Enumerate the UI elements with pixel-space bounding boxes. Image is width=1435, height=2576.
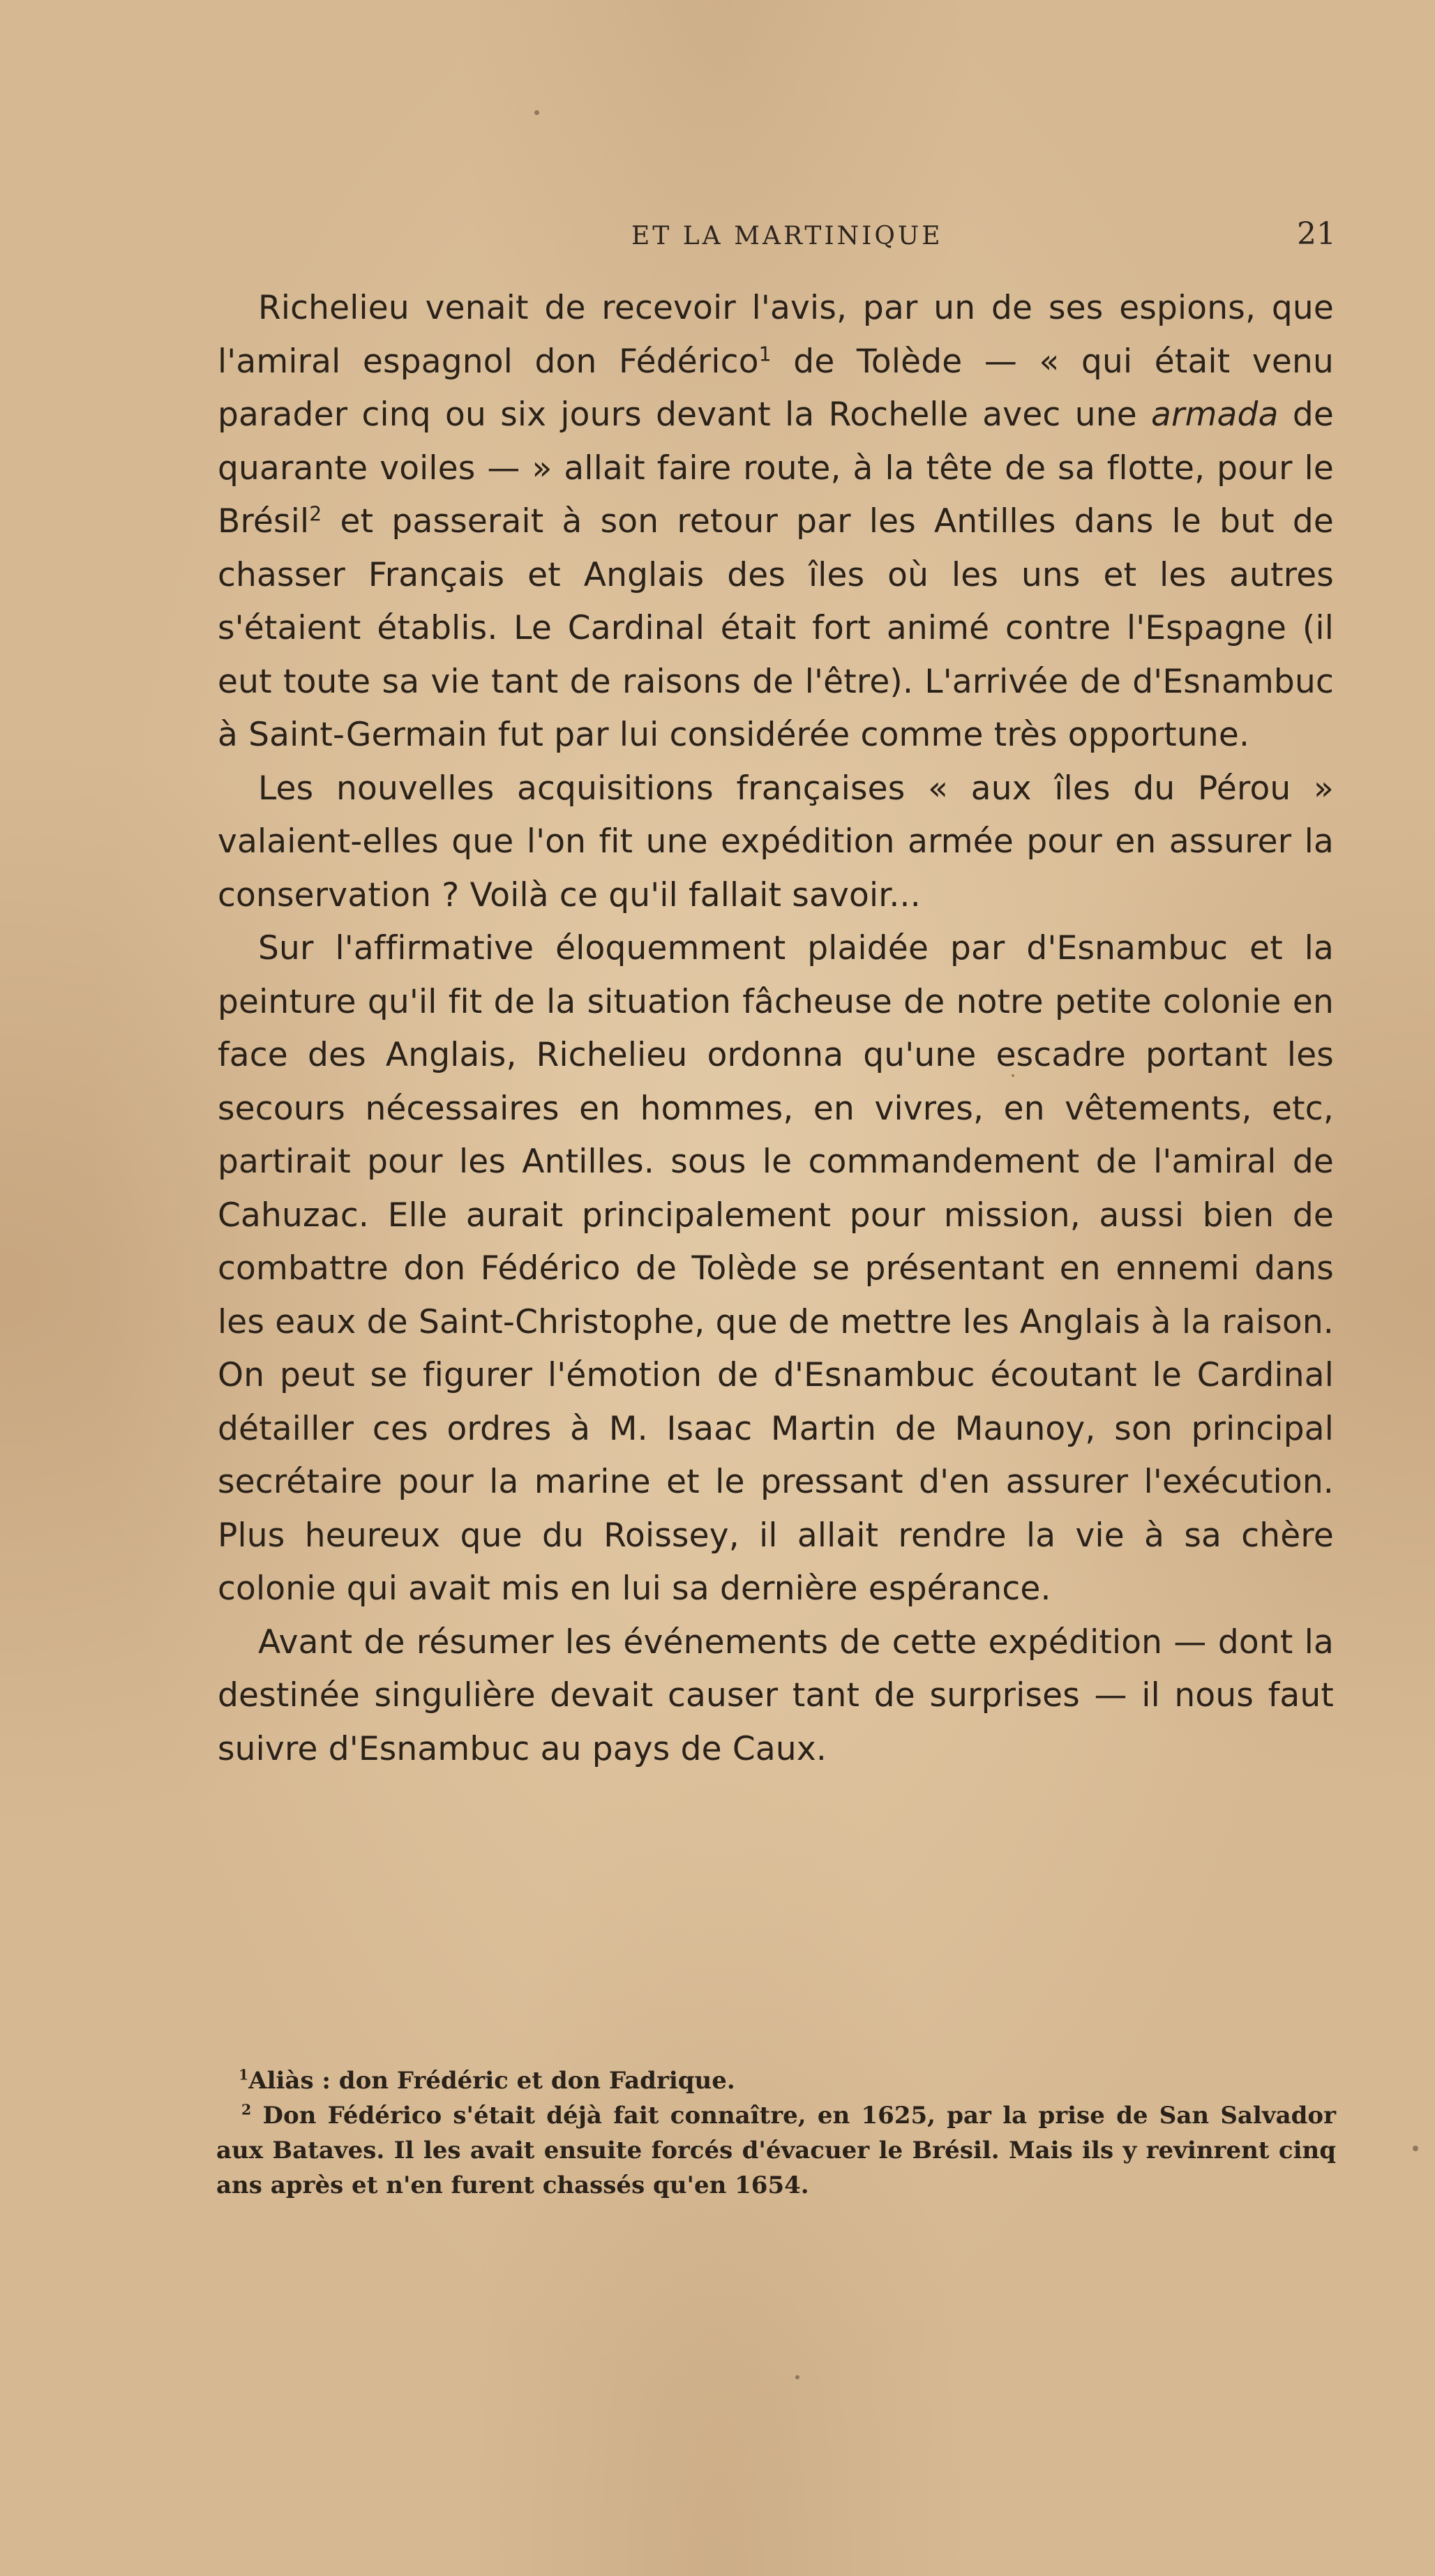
paragraph-1-part-4: et passerait à son retour par les Antilles dans le but de chasser Français et Anglais des îles où les uns et les autres s'étaient établis. Le Cardinal était fort animé contre l'Espagne (il eut toute sa vie tant de raisons de l'être). L'arrivée de d'Esnambuc à Saint-Germain fut par lui considérée comme très opportune.	[218, 502, 1334, 754]
page-number: 21	[1297, 216, 1336, 252]
footnote-2-marker: 2	[241, 2101, 252, 2118]
footnote-1-text: Aliàs : don Frédéric et don Fadrique.	[248, 2067, 735, 2095]
paragraph-1	[218, 282, 1334, 762]
paragraph-4: Avant de résumer les événements de cette expédition — dont la destinée singulière devait causer tant de surprises — il nous faut suivre d'Esnambuc au pays de Caux.	[218, 1622, 1334, 1768]
italic-armada: armada	[1151, 396, 1279, 434]
footnote-ref-1: 1	[758, 342, 772, 366]
paragraph-1-part-1: Richelieu venait de recevoir l'avis, par un de ses espions, que l'amiral espagnol don Fédérico	[218, 289, 1334, 381]
paragraph-2: Les nouvelles acquisitions françaises « aux îles du Pérou » valaient-elles que l'on fit une expédition armée pour en assurer la conservation ? Voilà ce qu'il fallait savoir...	[218, 769, 1334, 914]
footnote-2-text: Don Fédérico s'était déjà fait connaître, en 1625, par la prise de San Salvador aux Bataves. Il les avait ensuite forcés d'évacuer le Brésil. Mais ils y revinrent cinq ans après et n'en furent chassés qu'en 1654.	[216, 2102, 1336, 2199]
footnote-ref-2: 2	[309, 502, 322, 526]
footnote-2	[216, 2098, 1336, 2203]
paper-speck	[1413, 2146, 1418, 2151]
running-title: ET LA MARTINIQUE	[631, 222, 943, 250]
paper-speck	[795, 2375, 799, 2379]
footnote-1-marker: 1	[239, 2066, 249, 2084]
paragraph-1-part-2: de Tolède — « qui était venu parader cinq ou six jours devant la Rochelle avec une	[218, 342, 1334, 434]
footnote-1	[216, 2063, 1336, 2098]
footnotes	[216, 2063, 1336, 2203]
body-text	[218, 282, 1334, 1776]
paragraph-3: Sur l'affirmative éloquemment plaidée par d'Esnambuc et la peinture qu'il fit de la situation fâcheuse de notre petite colonie en face des Anglais, Richelieu ordonna qu'une escadre portant les secours nécessaires en hommes, en vivres, en vêtements, etc, partirait pour les Antilles. sous le commandement de l'amiral de Cahuzac. Elle aurait principalement pour mission, aussi bien de combattre don Fédérico de Tolède se présentant en ennemi dans les eaux de Saint-Christophe, que de mettre les Anglais à la raison. On peut se figurer l'émotion de d'Esnambuc écoutant le Cardinal détailler ces ordres à M. Isaac Martin de Maunoy, son principal secrétaire pour la marine et le pressant d'en assurer l'exécution. Plus heureux que du Roissey, il allait rendre la vie à sa chère colonie qui avait mis en lui sa dernière espérance.	[218, 929, 1334, 1608]
paper-speck	[1012, 1074, 1014, 1077]
paper-speck	[534, 110, 539, 115]
page-header	[216, 216, 1336, 264]
paragraph-1-part-3: de quarante voiles — » allait faire route, à la tête de sa flotte, pour le Brésil	[218, 396, 1334, 541]
